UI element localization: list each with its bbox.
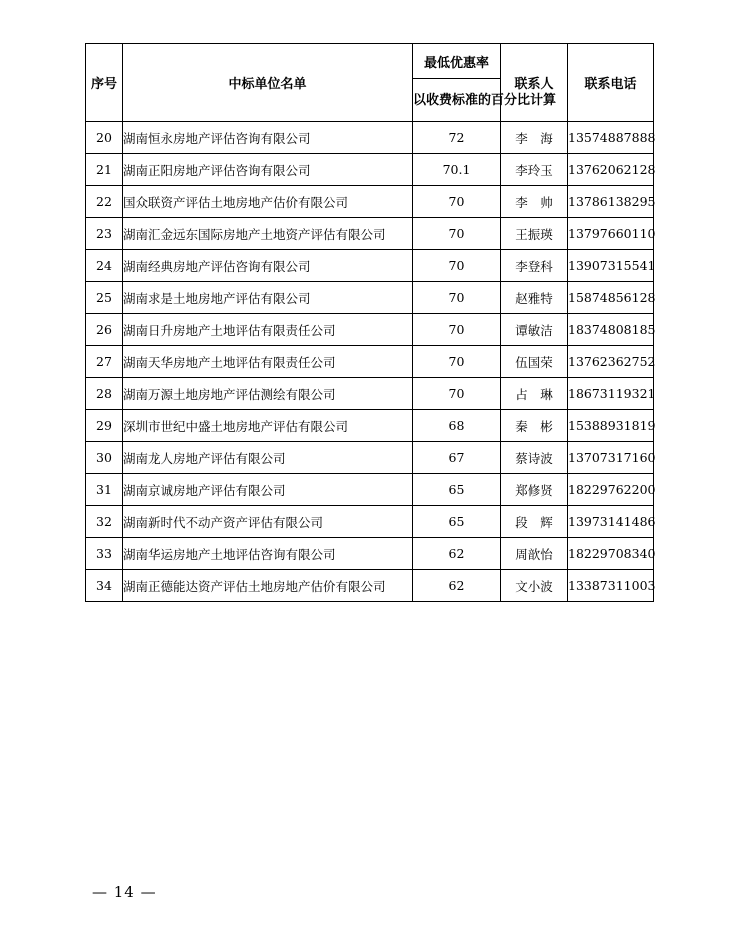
cell-company-name: 湖南新时代不动产资产评估有限公司 bbox=[123, 506, 413, 538]
cell-contact-person: 秦 彬 bbox=[501, 410, 568, 442]
cell-company-name: 湖南正德能达资产评估土地房地产估价有限公司 bbox=[123, 570, 413, 602]
cell-discount-rate: 65 bbox=[413, 474, 501, 506]
cell-discount-rate: 70 bbox=[413, 282, 501, 314]
cell-contact-person: 郑修贤 bbox=[501, 474, 568, 506]
cell-contact-phone: 13797660110 bbox=[568, 218, 654, 250]
cell-company-name: 国众联资产评估土地房地产估价有限公司 bbox=[123, 186, 413, 218]
cell-company-name: 深圳市世纪中盛土地房地产评估有限公司 bbox=[123, 410, 413, 442]
header-company-name: 中标单位名单 bbox=[123, 44, 413, 122]
cell-discount-rate: 62 bbox=[413, 570, 501, 602]
cell-discount-rate: 70 bbox=[413, 314, 501, 346]
table-row bbox=[86, 218, 654, 250]
cell-contact-phone: 13387311003 bbox=[568, 570, 654, 602]
cell-discount-rate: 70 bbox=[413, 218, 501, 250]
cell-company-name: 湖南华运房地产土地评估咨询有限公司 bbox=[123, 538, 413, 570]
cell-discount-rate: 70 bbox=[413, 346, 501, 378]
cell-serial-number: 30 bbox=[86, 442, 123, 474]
cell-discount-rate: 70 bbox=[413, 186, 501, 218]
cell-contact-person: 李登科 bbox=[501, 250, 568, 282]
table-row bbox=[86, 250, 654, 282]
table-row bbox=[86, 186, 654, 218]
cell-company-name: 湖南汇金远东国际房地产土地资产评估有限公司 bbox=[123, 218, 413, 250]
cell-discount-rate: 72 bbox=[413, 122, 501, 154]
cell-contact-person: 赵雅特 bbox=[501, 282, 568, 314]
cell-contact-phone: 13707317160 bbox=[568, 442, 654, 474]
cell-discount-rate: 62 bbox=[413, 538, 501, 570]
table-row bbox=[86, 410, 654, 442]
cell-contact-person: 占 琳 bbox=[501, 378, 568, 410]
cell-company-name: 湖南日升房地产土地评估有限责任公司 bbox=[123, 314, 413, 346]
table-row bbox=[86, 570, 654, 602]
cell-contact-person: 段 辉 bbox=[501, 506, 568, 538]
cell-contact-person: 伍国荣 bbox=[501, 346, 568, 378]
cell-serial-number: 33 bbox=[86, 538, 123, 570]
table-row bbox=[86, 282, 654, 314]
cell-contact-phone: 15874856128 bbox=[568, 282, 654, 314]
cell-contact-person: 文小波 bbox=[501, 570, 568, 602]
cell-company-name: 湖南万源土地房地产评估测绘有限公司 bbox=[123, 378, 413, 410]
cell-contact-phone: 13907315541 bbox=[568, 250, 654, 282]
table-body bbox=[86, 122, 654, 602]
cell-contact-phone: 13786138295 bbox=[568, 186, 654, 218]
cell-serial-number: 29 bbox=[86, 410, 123, 442]
cell-discount-rate: 70 bbox=[413, 250, 501, 282]
cell-company-name: 湖南京诚房地产评估有限公司 bbox=[123, 474, 413, 506]
cell-contact-phone: 18229708340 bbox=[568, 538, 654, 570]
winning-bidders-table bbox=[85, 43, 654, 602]
table-row bbox=[86, 378, 654, 410]
cell-contact-phone: 18374808185 bbox=[568, 314, 654, 346]
cell-serial-number: 22 bbox=[86, 186, 123, 218]
cell-contact-person: 李 海 bbox=[501, 122, 568, 154]
cell-contact-person: 蔡诗波 bbox=[501, 442, 568, 474]
cell-contact-person: 李玲玉 bbox=[501, 154, 568, 186]
cell-contact-phone: 15388931819 bbox=[568, 410, 654, 442]
cell-serial-number: 23 bbox=[86, 218, 123, 250]
table-row bbox=[86, 346, 654, 378]
cell-discount-rate: 67 bbox=[413, 442, 501, 474]
cell-discount-rate: 70.1 bbox=[413, 154, 501, 186]
cell-serial-number: 28 bbox=[86, 378, 123, 410]
cell-contact-phone: 13973141486 bbox=[568, 506, 654, 538]
cell-company-name: 湖南正阳房地产评估咨询有限公司 bbox=[123, 154, 413, 186]
cell-serial-number: 34 bbox=[86, 570, 123, 602]
table-row bbox=[86, 314, 654, 346]
cell-serial-number: 20 bbox=[86, 122, 123, 154]
header-contact-phone: 联系电话 bbox=[568, 44, 654, 122]
cell-discount-rate: 68 bbox=[413, 410, 501, 442]
cell-contact-phone: 13762062128 bbox=[568, 154, 654, 186]
cell-discount-rate: 65 bbox=[413, 506, 501, 538]
cell-contact-phone: 13762362752 bbox=[568, 346, 654, 378]
cell-serial-number: 21 bbox=[86, 154, 123, 186]
table-row bbox=[86, 474, 654, 506]
table-row bbox=[86, 506, 654, 538]
cell-company-name: 湖南天华房地产土地评估有限责任公司 bbox=[123, 346, 413, 378]
cell-serial-number: 31 bbox=[86, 474, 123, 506]
cell-serial-number: 26 bbox=[86, 314, 123, 346]
header-contact-person: 联系人 bbox=[501, 44, 568, 122]
header-min-discount-rate: 最低优惠率 bbox=[413, 44, 501, 79]
cell-contact-person: 周歆怡 bbox=[501, 538, 568, 570]
table-header-row bbox=[86, 44, 654, 79]
cell-serial-number: 27 bbox=[86, 346, 123, 378]
header-serial-number: 序号 bbox=[86, 44, 123, 122]
cell-contact-person: 李 帅 bbox=[501, 186, 568, 218]
table-row bbox=[86, 442, 654, 474]
cell-serial-number: 24 bbox=[86, 250, 123, 282]
cell-company-name: 湖南求是土地房地产评估有限公司 bbox=[123, 282, 413, 314]
table-row bbox=[86, 122, 654, 154]
cell-contact-phone: 18229762200 bbox=[568, 474, 654, 506]
cell-contact-phone: 13574887888 bbox=[568, 122, 654, 154]
cell-serial-number: 25 bbox=[86, 282, 123, 314]
cell-serial-number: 32 bbox=[86, 506, 123, 538]
cell-company-name: 湖南恒永房地产评估咨询有限公司 bbox=[123, 122, 413, 154]
table-row bbox=[86, 538, 654, 570]
cell-company-name: 湖南龙人房地产评估有限公司 bbox=[123, 442, 413, 474]
table-row bbox=[86, 154, 654, 186]
header-rate-basis: 以收费标准的百分比计算 bbox=[413, 79, 501, 122]
cell-contact-person: 谭敏洁 bbox=[501, 314, 568, 346]
cell-contact-person: 王振瑛 bbox=[501, 218, 568, 250]
cell-contact-phone: 18673119321 bbox=[568, 378, 654, 410]
cell-discount-rate: 70 bbox=[413, 378, 501, 410]
page-number: — 14 — bbox=[92, 883, 157, 901]
cell-company-name: 湖南经典房地产评估咨询有限公司 bbox=[123, 250, 413, 282]
